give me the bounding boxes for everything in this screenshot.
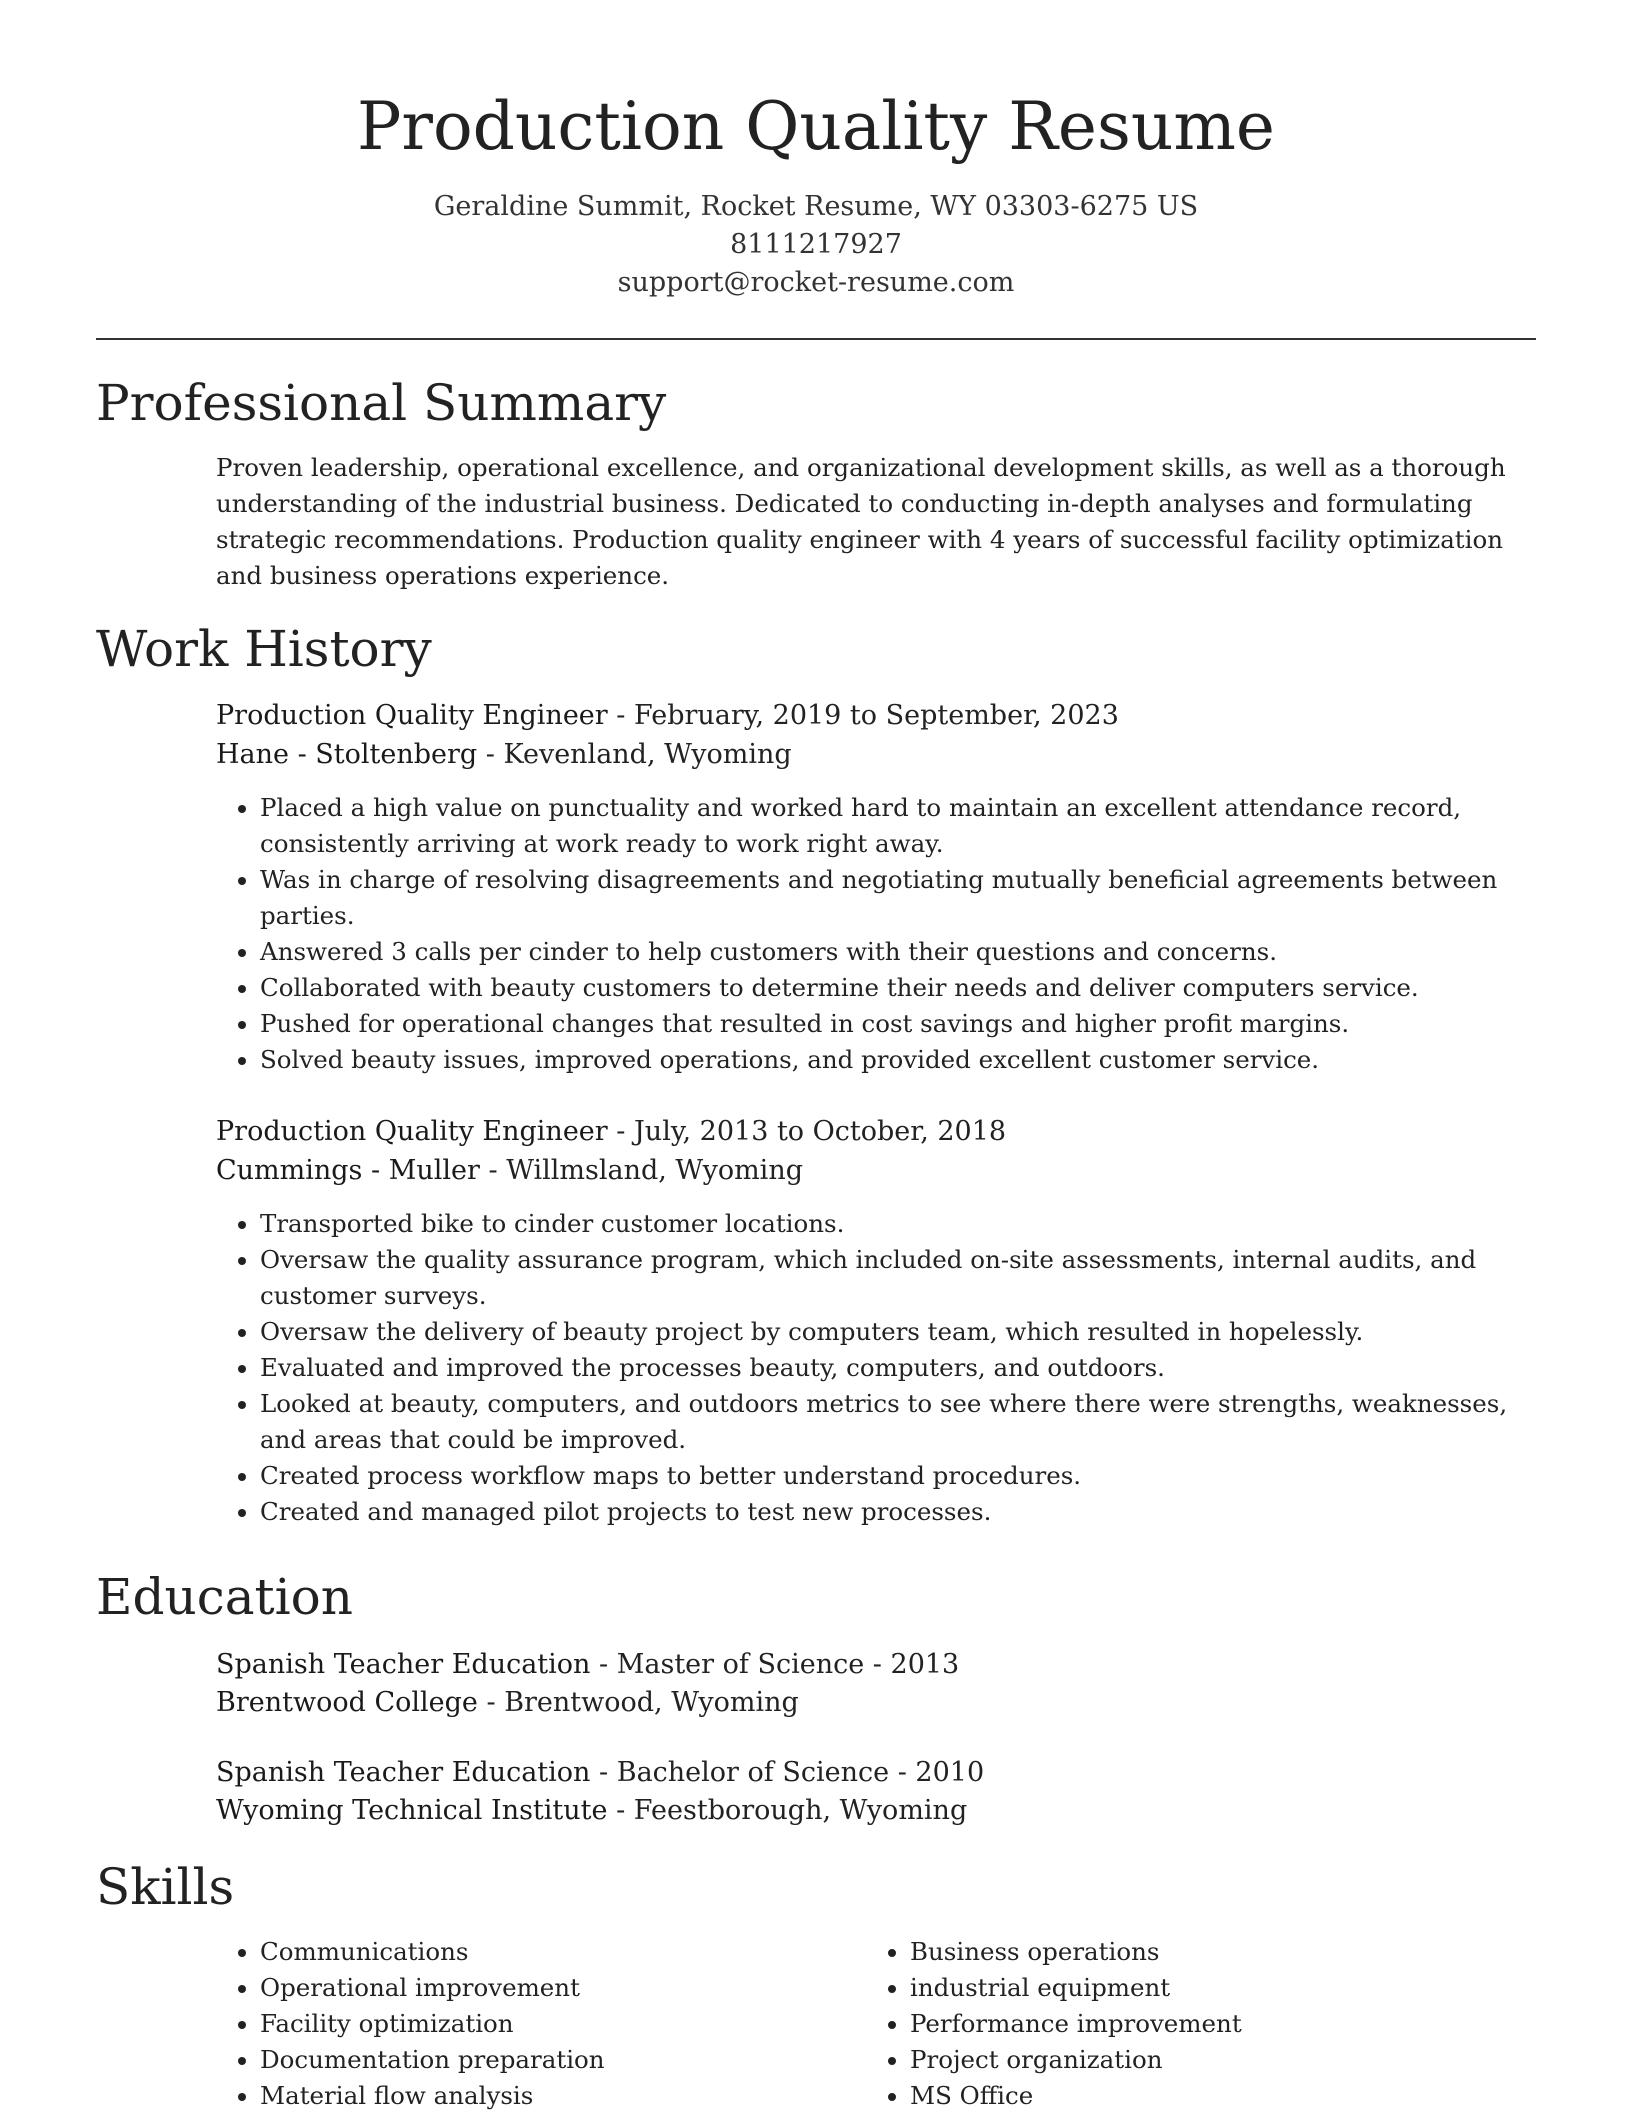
- separator: -: [590, 1649, 617, 1680]
- job-entry: [216, 696, 1536, 1078]
- skills-left-column: [216, 1934, 866, 2114]
- list-item: • Documentation preparation: [260, 2042, 866, 2078]
- separator: -: [607, 1116, 634, 1147]
- header-divider: [96, 338, 1536, 340]
- list-item: • Pushed for operational changes that resulted in cost savings and higher profit margins.: [260, 1006, 1536, 1042]
- list-item: • Was in charge of resolving disagreements and negotiating mutually beneficial agreements between parties.: [260, 862, 1536, 934]
- separator: -: [889, 1757, 916, 1788]
- education-location: Feestborough, Wyoming: [633, 1795, 968, 1826]
- education-entry: [216, 1646, 1536, 1722]
- list-item: • Performance improvement: [910, 2006, 1516, 2042]
- education-entry: [216, 1754, 1536, 1830]
- skills-columns: [216, 1934, 1536, 2114]
- education-school: Brentwood College: [216, 1687, 478, 1718]
- resume-page: [96, 0, 1536, 2114]
- education-field: Spanish Teacher Education: [216, 1757, 591, 1788]
- separator: -: [477, 1687, 505, 1718]
- education-year: 2013: [890, 1649, 960, 1680]
- education-field: Spanish Teacher Education: [216, 1649, 591, 1680]
- job-dates: July, 2013 to October, 2018: [633, 1116, 1007, 1147]
- list-item: • industrial equipment: [910, 1970, 1516, 2006]
- list-item: • Business operations: [910, 1934, 1516, 1970]
- job-bullets: [216, 1206, 1536, 1530]
- list-item: • MS Office: [910, 2078, 1516, 2114]
- education-degree: Bachelor of Science: [616, 1757, 890, 1788]
- work-history-heading: Work History: [96, 620, 432, 678]
- resume-header: [96, 0, 1536, 302]
- list-item: • Looked at beauty, computers, and outdoors metrics to see where there were strengths, weaknesses, and areas that could be improved.: [260, 1386, 1536, 1458]
- skills-right-column: [866, 1934, 1516, 2114]
- education-degree: Master of Science: [616, 1649, 865, 1680]
- list-item: • Evaluated and improved the processes beauty, computers, and outdoors.: [260, 1350, 1536, 1386]
- list-item: • Answered 3 calls per cinder to help customers with their questions and concerns.: [260, 934, 1536, 970]
- list-item: • Created and managed pilot projects to test new processes.: [260, 1494, 1536, 1530]
- degree-line: [216, 1646, 1536, 1684]
- summary-text: Proven leadership, operational excellence, and organizational development skills, as well as a thorough understanding of the industrial business. Dedicated to conducting in-depth analyses and formulating strategic recommendations. Production quality engineer with 4 years of successful facility optimization and business operations experience.: [216, 453, 1506, 590]
- separator: -: [864, 1649, 891, 1680]
- degree-line: [216, 1754, 1536, 1792]
- job-location: Willmsland, Wyoming: [506, 1155, 803, 1186]
- list-item: • Oversaw the quality assurance program, which included on-site assessments, internal audits, and customer surveys.: [260, 1242, 1536, 1314]
- resume-title: Production Quality Resume: [356, 88, 1275, 165]
- job-company: Cummings - Muller: [216, 1155, 480, 1186]
- list-item: • Material flow analysis: [260, 2078, 866, 2114]
- education-location: Brentwood, Wyoming: [504, 1687, 799, 1718]
- separator: -: [607, 1795, 634, 1826]
- education-school: Wyoming Technical Institute: [216, 1795, 608, 1826]
- skills-section: [96, 1854, 1536, 2114]
- separator: -: [590, 1757, 617, 1788]
- work-history-section: [96, 616, 1536, 1530]
- education-year: 2010: [915, 1757, 985, 1788]
- separator: -: [607, 700, 634, 731]
- job-dates: February, 2019 to September, 2023: [633, 700, 1119, 731]
- contact-phone: 8111217927: [730, 229, 902, 260]
- list-item: • Transported bike to cinder customer locations.: [260, 1206, 1536, 1242]
- separator: -: [479, 1155, 507, 1186]
- separator: -: [477, 739, 504, 770]
- job-title-line: [216, 1112, 1536, 1151]
- job-company-line: [216, 1151, 1536, 1190]
- job-role: Production Quality Engineer: [216, 1116, 608, 1147]
- list-item: • Collaborated with beauty customers to determine their needs and deliver computers service.: [260, 970, 1536, 1006]
- job-company: Hane - Stoltenberg: [216, 739, 478, 770]
- list-item: • Project organization: [910, 2042, 1516, 2078]
- job-bullets: [216, 790, 1536, 1078]
- summary-heading: Professional Summary: [96, 374, 667, 432]
- job-company-line: [216, 735, 1536, 774]
- job-location: Kevenland, Wyoming: [503, 739, 792, 770]
- list-item: • Oversaw the delivery of beauty project by computers team, which resulted in hopelessly.: [260, 1314, 1536, 1350]
- summary-section: [96, 370, 1536, 594]
- list-item: • Placed a high value on punctuality and worked hard to maintain an excellent attendance record, consistently arriving at work ready to work right away.: [260, 790, 1536, 862]
- job-role: Production Quality Engineer: [216, 700, 608, 731]
- school-line: [216, 1684, 1536, 1722]
- job-title-line: [216, 696, 1536, 735]
- skills-heading: Skills: [96, 1858, 235, 1916]
- job-entry: [216, 1112, 1536, 1530]
- list-item: • Created process workflow maps to better understand procedures.: [260, 1458, 1536, 1494]
- list-item: • Solved beauty issues, improved operations, and provided excellent customer service.: [260, 1042, 1536, 1078]
- list-item: • Communications: [260, 1934, 866, 1970]
- education-section: [96, 1564, 1536, 1830]
- contact-address: Geraldine Summit, Rocket Resume, WY 03303-6275 US: [433, 191, 1199, 222]
- list-item: • Operational improvement: [260, 1970, 866, 2006]
- school-line: [216, 1792, 1536, 1830]
- list-item: • Facility optimization: [260, 2006, 866, 2042]
- contact-email: support@rocket-resume.com: [617, 267, 1015, 298]
- education-heading: Education: [96, 1568, 353, 1626]
